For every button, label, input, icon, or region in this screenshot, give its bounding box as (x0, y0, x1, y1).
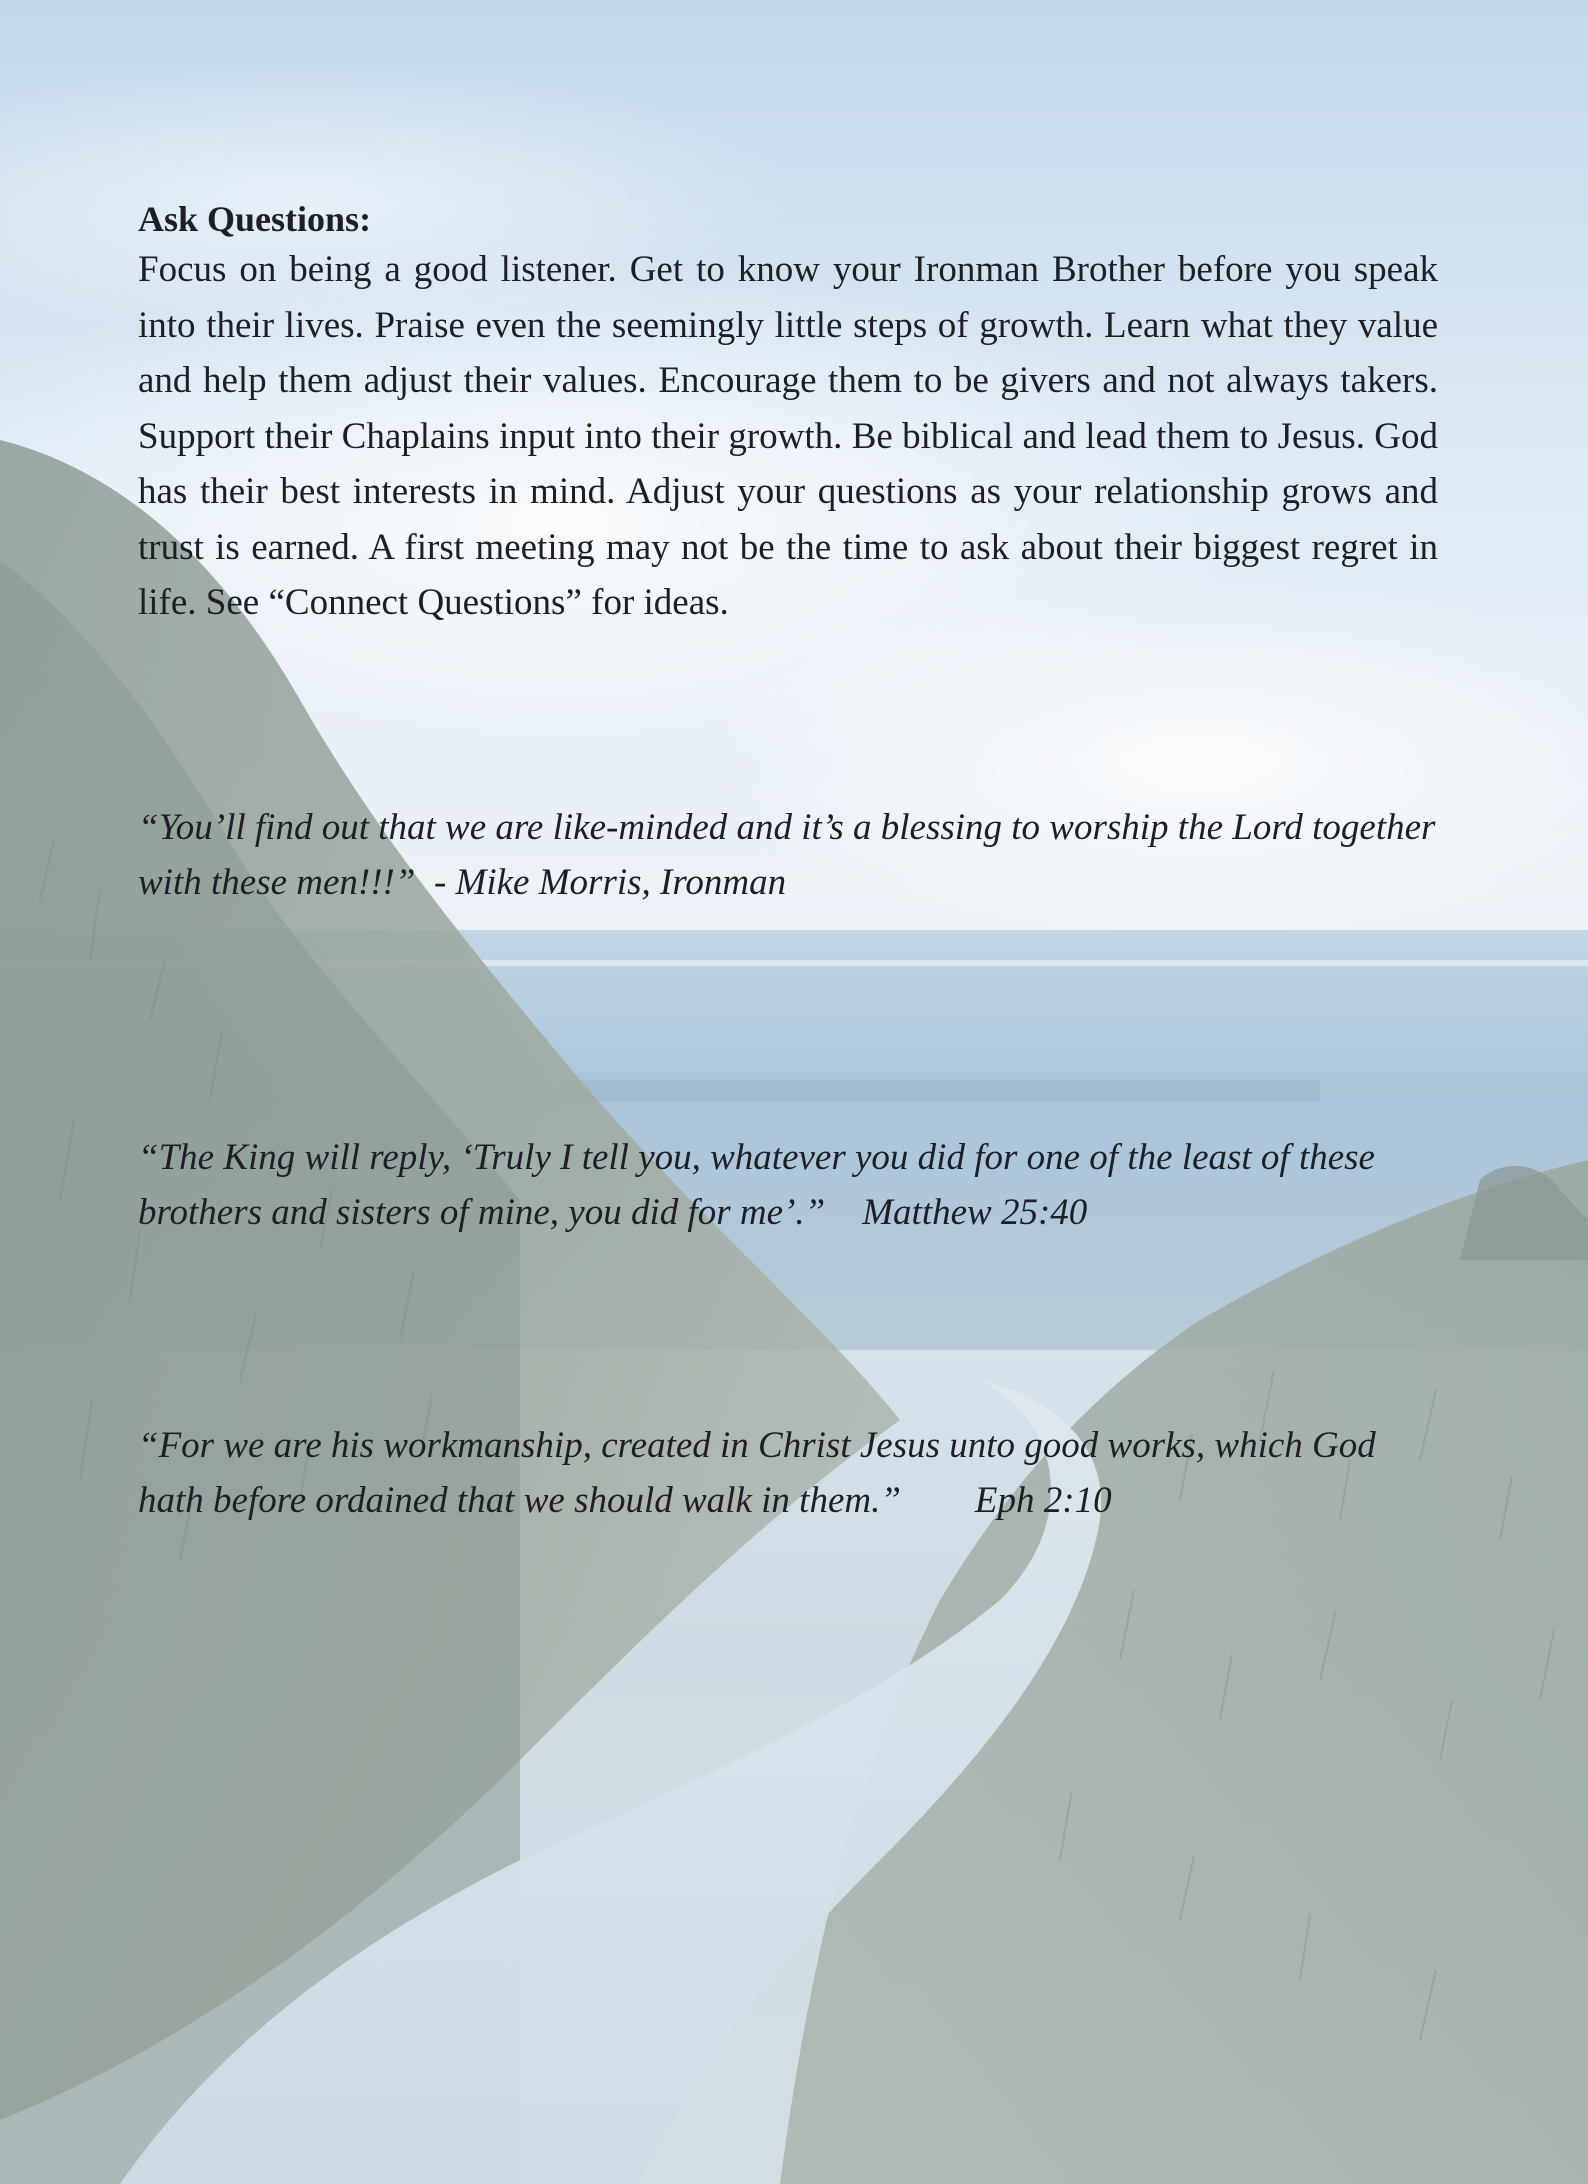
quote-text: “You’ll find out that we are like-minded and it’s a blessing to worship the Lord together with these men!!!” (138, 807, 1436, 903)
quote-attribution: Matthew 25:40 (862, 1192, 1088, 1233)
quote-text: “The King will reply, ‘Truly I tell you, whatever you did for one of the least of these brothers and sisters of mine, you did for me’.” (138, 1137, 1375, 1233)
quote-attribution: - Mike Morris, Ironman (433, 862, 787, 903)
scripture-quote-ephesians (138, 1418, 1438, 1528)
quote-text: “For we are his workmanship, created in Christ Jesus unto good works, which God hath before ordained that we should walk in them.” (138, 1425, 1376, 1521)
quote-attribution: Eph 2:10 (974, 1480, 1112, 1521)
section-heading: Ask Questions: (138, 199, 372, 239)
scripture-quote-matthew (138, 1130, 1438, 1240)
ask-questions-section (138, 196, 1438, 631)
section-body-paragraph: Focus on being a good listener. Get to know your Ironman Brother before you speak into their lives. Praise even the seemingly little steps of growth. Learn what they value and help them adjust their values. Encourage them to be givers and not always takers. Support their Chaplains input into their growth. Be biblical and lead them to Jesus. God has their best interests in mind. Adjust your questions as your relationship grows and trust is earned. A first meeting may not be the time to ask about their biggest regret in life. See “Connect Questions” for ideas. (138, 249, 1438, 623)
testimonial-quote (138, 800, 1438, 910)
